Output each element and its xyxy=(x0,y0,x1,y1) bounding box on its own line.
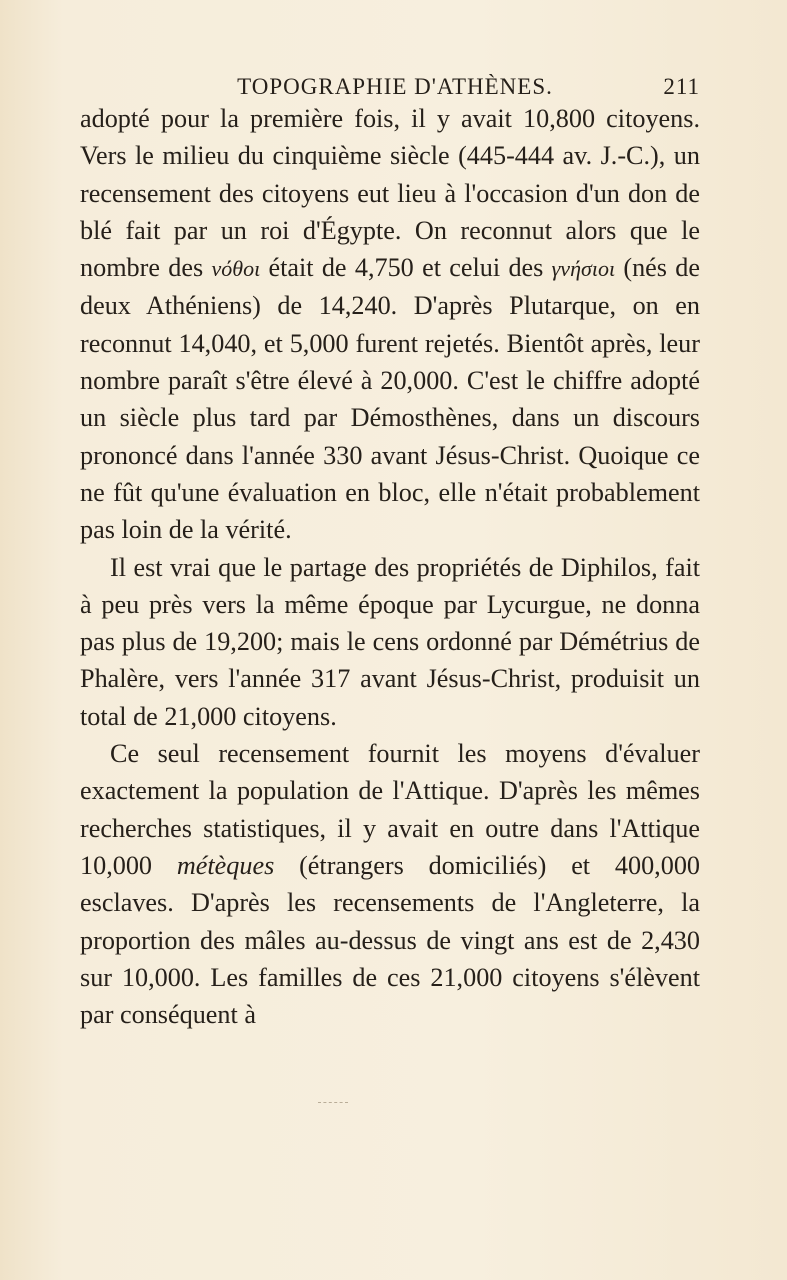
greek-term-gnesioi: γνήσιοι xyxy=(551,256,616,282)
text-run: Ce seul recensement fournit les moyens d'évaluer exactement la population de l'Attique. D'après les mêmes recherches statistiques, il y avait en outre dans l'Attique 10,000 xyxy=(80,739,700,880)
text-run: adopté pour la première fois, il y avait 10,800 citoyens. Vers le milieu du cinquième siècle (445-444 av. J.-C.), un recensement des citoyens eut lieu à l'occasion d'un don de blé fait par un roi d'Égypte. On reconnut alors que le nombre des xyxy=(80,104,700,283)
paragraph xyxy=(80,549,700,735)
paper-mark xyxy=(318,1102,348,1105)
page-number: 211 xyxy=(663,74,700,99)
italic-term-meteques: métèques xyxy=(176,850,275,880)
paragraph xyxy=(80,100,700,549)
text-run: Il est vrai que le partage des propriétés de Diphilos, fait à peu près vers la même époque par Lycurgue, ne donna pas plus de 19,200; mais le cens ordonné par Démétrius de Phalère, vers l'année 317 avant Jésus-Christ, produisit un total de 21,000 citoyens. xyxy=(80,552,700,731)
body-text xyxy=(80,100,700,1033)
greek-term-nothoi: νόθοι xyxy=(211,256,261,282)
running-title: TOPOGRAPHIE D'ATHÈNES. xyxy=(237,74,553,99)
book-page xyxy=(80,60,700,1033)
text-run: (étrangers domiciliés) et 400,000 esclaves. D'après les recensements de l'Angleterre, la proportion des mâles au-dessus de vingt ans est de 2,430 sur 10,000. Les familles de ces 21,000 citoyens s'élèvent par conséquent à xyxy=(80,850,701,1030)
text-run: (nés de deux Athéniens) de 14,240. D'après Plutarque, on en reconnut 14,040, et 5,000 furent rejetés. Bientôt après, leur nombre paraît s'être élevé à 20,000. C'est le chiffre adopté un siècle plus tard par Démosthènes, dans un discours prononcé dans l'année 330 avant Jésus-Christ. Quoique ce ne fût qu'une évaluation en bloc, elle n'était probablement pas loin de la vérité. xyxy=(80,253,700,545)
text-run: était de 4,750 et celui des xyxy=(260,253,552,283)
running-head xyxy=(80,60,700,100)
paragraph xyxy=(80,735,700,1033)
